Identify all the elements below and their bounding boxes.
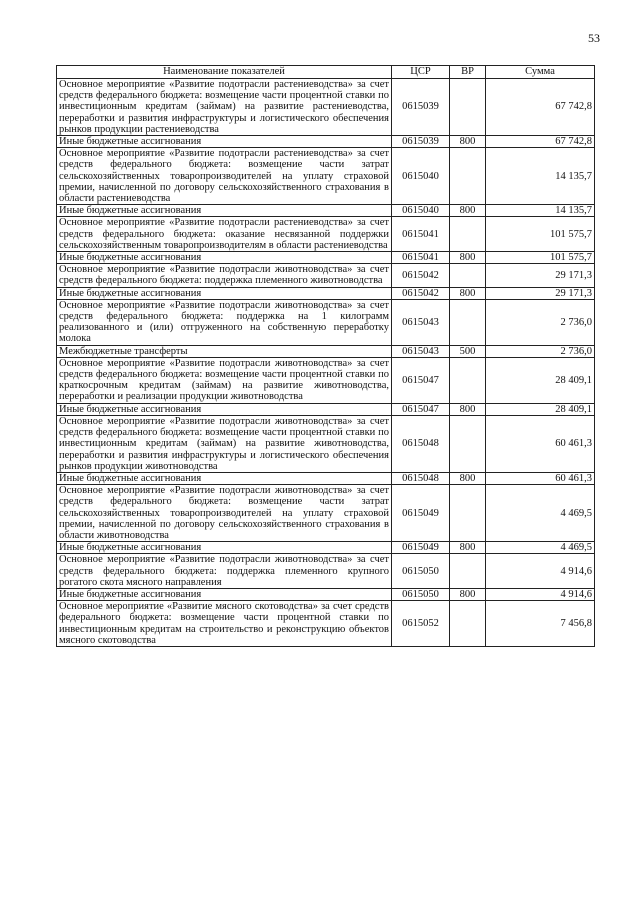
cell-name: Иные бюджетные ассигнования	[57, 136, 392, 148]
cell-vr	[450, 415, 486, 472]
table-row	[57, 148, 595, 205]
cell-sum: 67 742,8	[486, 79, 595, 136]
table-row	[57, 205, 595, 217]
cell-vr: 500	[450, 345, 486, 357]
cell-sum: 60 461,3	[486, 415, 595, 472]
cell-csr: 0615048	[392, 472, 450, 484]
cell-sum: 29 171,3	[486, 264, 595, 287]
cell-csr: 0615052	[392, 601, 450, 647]
cell-vr: 800	[450, 542, 486, 554]
cell-csr: 0615042	[392, 287, 450, 299]
cell-sum: 14 135,7	[486, 148, 595, 205]
cell-sum: 4 469,5	[486, 542, 595, 554]
table-row	[57, 299, 595, 345]
cell-vr: 800	[450, 252, 486, 264]
cell-sum: 101 575,7	[486, 252, 595, 264]
cell-csr: 0615050	[392, 588, 450, 600]
cell-sum: 101 575,7	[486, 217, 595, 252]
cell-sum: 28 409,1	[486, 403, 595, 415]
cell-name: Иные бюджетные ассигнования	[57, 403, 392, 415]
budget-table	[56, 65, 595, 647]
cell-sum: 29 171,3	[486, 287, 595, 299]
table-row	[57, 252, 595, 264]
cell-vr: 800	[450, 136, 486, 148]
cell-name: Основное мероприятие «Развитие подотрасли животноводства» за счет средств федерального бюджета: поддержка племенного крупного рогатого скота мясного направления	[57, 554, 392, 589]
table-row	[57, 554, 595, 589]
table-body	[57, 79, 595, 647]
cell-vr	[450, 485, 486, 542]
cell-name: Иные бюджетные ассигнования	[57, 588, 392, 600]
cell-vr: 800	[450, 287, 486, 299]
table-row	[57, 403, 595, 415]
cell-csr: 0615041	[392, 217, 450, 252]
cell-csr: 0615040	[392, 148, 450, 205]
cell-sum: 28 409,1	[486, 357, 595, 403]
cell-name: Иные бюджетные ассигнования	[57, 472, 392, 484]
header-csr: ЦСР	[392, 66, 450, 79]
header-vr: ВР	[450, 66, 486, 79]
cell-vr	[450, 601, 486, 647]
cell-sum: 4 469,5	[486, 485, 595, 542]
cell-name: Иные бюджетные ассигнования	[57, 205, 392, 217]
cell-vr	[450, 554, 486, 589]
cell-name: Основное мероприятие «Развитие подотрасли животноводства» за счет средств федерального бюджета: возмещение части процентной ставки по инвестиционным кредитам (займам) на развитие животноводства, переработки и развития инфраструктуры и логистического обеспечения рынков продукции животноводства	[57, 415, 392, 472]
cell-csr: 0615050	[392, 554, 450, 589]
cell-vr	[450, 299, 486, 345]
table-row	[57, 415, 595, 472]
cell-vr	[450, 79, 486, 136]
cell-name: Основное мероприятие «Развитие подотрасли животноводства» за счет средств федерального бюджета: возмещение части затрат сельскохозяйственных товаропроизводителей на уплату страховой премии, начисленной по договору сельскохозяйственного страхования в области животноводства	[57, 485, 392, 542]
cell-sum: 2 736,0	[486, 299, 595, 345]
cell-sum: 2 736,0	[486, 345, 595, 357]
cell-name: Основное мероприятие «Развитие подотрасли животноводства» за счет средств федерального бюджета: возмещение части процентной ставки по краткосрочным кредитам (займам) на развитие животноводства, переработки и реализации продукции животноводства	[57, 357, 392, 403]
table-row	[57, 79, 595, 136]
cell-vr: 800	[450, 403, 486, 415]
cell-name: Основное мероприятие «Развитие мясного скотоводства» за счет средств федерального бюджета: возмещение части процентной ставки по инвестиционным кредитам на строительство и реконструкцию объектов мясного скотоводства	[57, 601, 392, 647]
table-row	[57, 357, 595, 403]
cell-vr	[450, 264, 486, 287]
table-row	[57, 601, 595, 647]
cell-csr: 0615047	[392, 403, 450, 415]
cell-sum: 14 135,7	[486, 205, 595, 217]
cell-name: Основное мероприятие «Развитие подотрасли животноводства» за счет средств федерального бюджета: поддержка племенного животноводства	[57, 264, 392, 287]
cell-vr: 800	[450, 472, 486, 484]
cell-name: Основное мероприятие «Развитие подотрасли растениеводства» за счет средств федерального бюджета: возмещение части процентной ставки по инвестиционным кредитам (займам) на развитие растениеводства, переработки и развития инфраструктуры и логистического обеспечения рынков продукции растениеводства	[57, 79, 392, 136]
cell-sum: 7 456,8	[486, 601, 595, 647]
cell-vr	[450, 148, 486, 205]
cell-csr: 0615049	[392, 542, 450, 554]
cell-csr: 0615041	[392, 252, 450, 264]
cell-sum: 4 914,6	[486, 588, 595, 600]
table-row	[57, 217, 595, 252]
cell-csr: 0615039	[392, 136, 450, 148]
table-row	[57, 472, 595, 484]
cell-sum: 4 914,6	[486, 554, 595, 589]
cell-sum: 67 742,8	[486, 136, 595, 148]
table-header-row	[57, 66, 595, 79]
table-row	[57, 287, 595, 299]
cell-name: Иные бюджетные ассигнования	[57, 287, 392, 299]
table-row	[57, 345, 595, 357]
header-sum: Сумма	[486, 66, 595, 79]
cell-vr: 800	[450, 588, 486, 600]
cell-vr: 800	[450, 205, 486, 217]
cell-csr: 0615043	[392, 345, 450, 357]
cell-csr: 0615039	[392, 79, 450, 136]
cell-name: Межбюджетные трансферты	[57, 345, 392, 357]
cell-name: Основное мероприятие «Развитие подотрасли растениеводства» за счет средств федерального бюджета: возмещение части затрат сельскохозяйственных товаропроизводителей на уплату страховой премии, начисленной по договору сельскохозяйственного страхования в области растениеводства	[57, 148, 392, 205]
table-row	[57, 542, 595, 554]
table-row	[57, 136, 595, 148]
cell-sum: 60 461,3	[486, 472, 595, 484]
table-row	[57, 588, 595, 600]
cell-name: Иные бюджетные ассигнования	[57, 252, 392, 264]
table-row	[57, 485, 595, 542]
cell-csr: 0615042	[392, 264, 450, 287]
cell-name: Иные бюджетные ассигнования	[57, 542, 392, 554]
table-row	[57, 264, 595, 287]
cell-name: Основное мероприятие «Развитие подотрасли животноводства» за счет средств федерального бюджета: поддержка на 1 килограмм реализованного и (или) отгруженного на собственную переработку молока	[57, 299, 392, 345]
cell-vr	[450, 217, 486, 252]
page-number: 53	[588, 31, 600, 45]
cell-csr: 0615048	[392, 415, 450, 472]
cell-csr: 0615047	[392, 357, 450, 403]
header-name: Наименование показателей	[57, 66, 392, 79]
cell-name: Основное мероприятие «Развитие подотрасли растениеводства» за счет средств федерального бюджета: оказание несвязанной поддержки сельскохозяйственным товаропроизводителям в области растениеводства	[57, 217, 392, 252]
cell-vr	[450, 357, 486, 403]
cell-csr: 0615040	[392, 205, 450, 217]
cell-csr: 0615043	[392, 299, 450, 345]
cell-csr: 0615049	[392, 485, 450, 542]
